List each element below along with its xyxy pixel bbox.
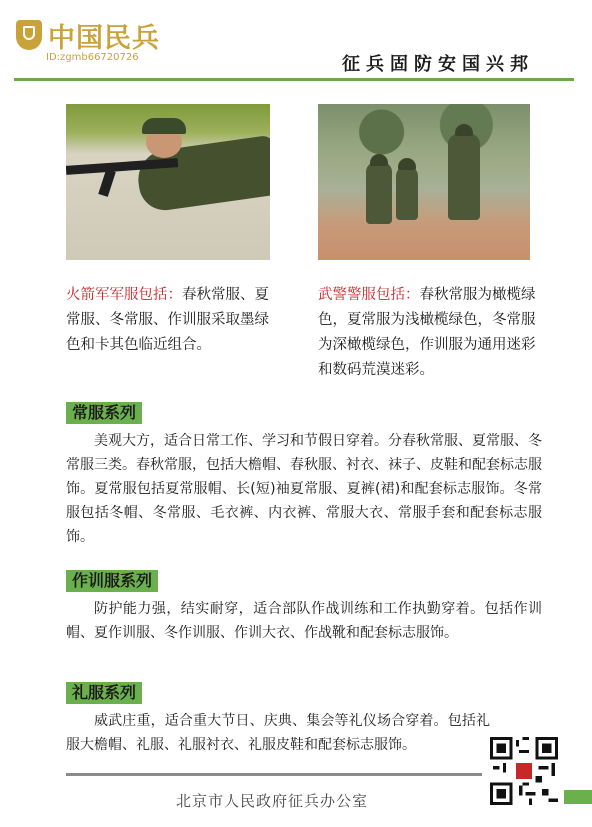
logo-id: ID:zgmb66720726 bbox=[46, 52, 139, 63]
armed-police-caption-lead: 武警警服包括： bbox=[318, 287, 420, 303]
footer-office: 北京市人民政府征兵办公室 bbox=[176, 792, 369, 810]
armed-police-caption-body: 春秋常服为橄榄绿色，夏常服为浅橄榄绿色，冬常服为深橄榄绿色，作训服为通用迷彩和数码荒漠迷彩。 bbox=[318, 287, 536, 378]
section-title-service-uniform: 常服系列 bbox=[66, 402, 142, 424]
qr-code-icon bbox=[490, 737, 558, 805]
section-title-training-uniform: 作训服系列 bbox=[66, 570, 158, 592]
section-text-dress-uniform: 威武庄重，适合重大节日、庆典、集会等礼仪场合穿着。包括礼服大檐帽、礼服、礼服衬衣、礼服皮鞋和配套标志服饰。 bbox=[66, 713, 490, 753]
rocket-force-caption-lead: 火箭军军服包括： bbox=[66, 287, 182, 303]
section-text-training-uniform: 防护能力强，结实耐穿，适合部队作战训练和工作执勤穿着。包括作训帽、夏作训服、冬作训服、作训大衣、作战靴和配套标志服饰。 bbox=[66, 601, 542, 641]
logo bbox=[16, 14, 160, 70]
header-divider bbox=[14, 78, 574, 81]
footer-divider bbox=[66, 773, 482, 776]
rocket-force-caption bbox=[66, 283, 276, 358]
logo-name: 中国民兵 bbox=[48, 23, 160, 54]
emblem-icon bbox=[16, 20, 42, 50]
armed-police-soldiers-photo bbox=[318, 104, 530, 260]
section-text-service-uniform: 美观大方，适合日常工作、学习和节假日穿着。分春秋常服、夏常服、冬常服三类。春秋常服，包括大檐帽、春秋服、衬衣、袜子、皮鞋和配套标志服饰。夏常服包括夏常服帽、长(短)袖夏常服、夏裤(裙)和配套标志服饰。冬常服包括冬帽、冬常服、毛衣裤、内衣裤、常服大衣、常服手套和配套标志服饰。 bbox=[66, 433, 542, 545]
section-title-dress-uniform: 礼服系列 bbox=[66, 682, 142, 704]
corner-accent bbox=[564, 790, 592, 804]
slogan: 征兵固防安国兴邦 bbox=[342, 54, 534, 75]
rocket-force-caption-body: 春秋常服、夏常服、冬常服、作训服采取墨绿色和卡其色临近组合。 bbox=[66, 287, 269, 353]
rocket-force-soldier-photo bbox=[66, 104, 270, 260]
armed-police-caption bbox=[318, 283, 540, 383]
